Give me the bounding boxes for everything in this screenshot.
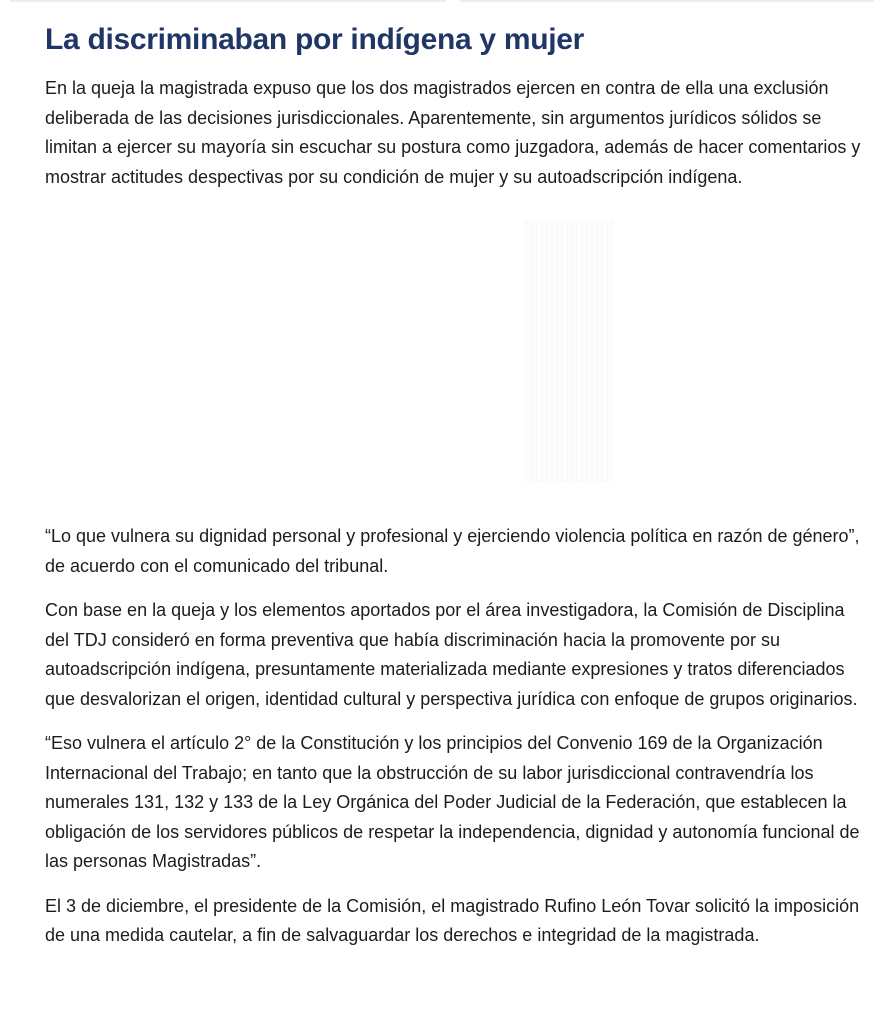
paragraph-quote-constitution: “Eso vulnera el artículo 2° de la Constitución y los principios del Convenio 169 de la Organización Internacional del Trabajo; en tanto que la obstrucción de su labor jurisdiccional contravendría los numerales 131, 132 y 133 de la Ley Orgánica del Poder Judicial de la Federación, que establecen la obligación de los servidores públicos de respetar la independencia, dignidad y autonomía funcional de las personas Magistradas”.	[45, 733, 860, 871]
top-card-left-edge[interactable]	[10, 0, 446, 2]
section-headline: La discriminaban por indígena y mujer	[45, 23, 585, 56]
article-body	[45, 18, 865, 951]
paragraph-quote-dignity: “Lo que vulnera su dignidad personal y profesional y ejerciendo violencia política en razón de género”, de acuerdo con el comunicado del tribunal.	[45, 526, 860, 576]
top-card-edges	[0, 0, 880, 2]
paragraph-commission: Con base en la queja y los elementos aportados por el área investigadora, la Comisión de Disciplina del TDJ consideró en forma preventiva que había discriminación hacia la promovente por su autoadscripción indígena, presuntamente materializada mediante expresiones y tratos diferenciados que desvalorizan el origen, identidad cultural y perspectiva jurídica con enfoque de grupos originarios.	[45, 600, 858, 709]
paragraph-precautionary-measure: El 3 de diciembre, el presidente de la Comisión, el magistrado Rufino León Tovar solicitó la imposición de una medida cautelar, a fin de salvaguardar los derechos e integridad de la magistrada.	[45, 895, 860, 945]
top-card-right-edge[interactable]	[460, 0, 874, 2]
embedded-image-placeholder[interactable]	[523, 220, 613, 482]
paragraph-complaint: En la queja la magistrada expuso que los dos magistrados ejercen en contra de ella una exclusión deliberada de las decisiones jurisdiccionales. Aparentemente, sin argumentos jurídicos sólidos se limitan a ejercer su mayoría sin escuchar su postura como juzgadora, además de hacer comentarios y mostrar actitudes despectivas por su condición de mujer y su autoadscripción indígena.	[45, 78, 861, 187]
embedded-media	[45, 206, 835, 506]
